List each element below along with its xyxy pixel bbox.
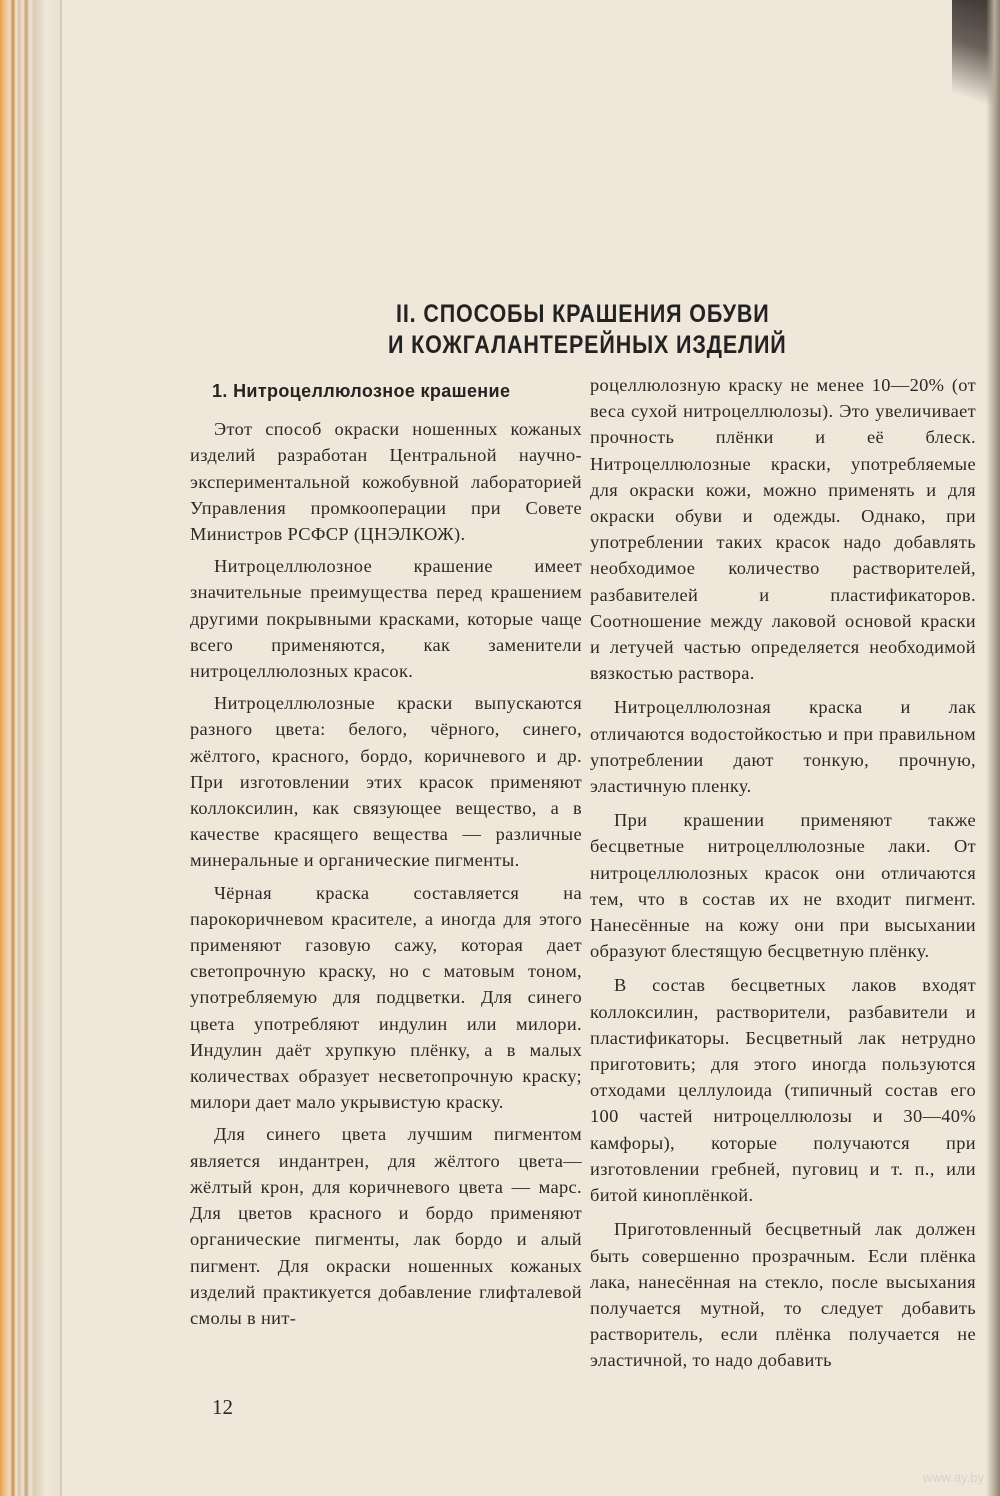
paragraph: роцеллюлозную краску не менее 10—20% (от веса сухой нитроцеллюлозы). Это увеличивает прочность плёнки и её блеск. Нитроцеллюлозные краски, употребляемые для окраски кожи, можно применять и для окраски обуви и одежды. Однако, при употреблении таких красок надо добавлять необходимое количество растворителей, разбавителей и пластификаторов. Соотношение между лаковой основой краски и летучей частью определяется необходимой вязкостью раствора. (590, 375, 976, 684)
paragraph: Нитроцеллюлозное крашение имеет значительные преимущества перед крашением другими покрывными красками, которые чаще всего применяются, как заменители нитроцеллюлозных красок. (190, 556, 582, 682)
paragraph: В состав бесцветных лаков входят коллоксилин, растворители, разбавители и пластификаторы. Бесцветный лак нетрудно приготовить; для этого иногда пользуются отходами целлулоида (типичный состав его 100 частей нитроцеллюлозы и 30—40% камфоры), которые получаются при изготовлении гребней, пуговиц и т. п., или битой кинoплёнкой. (590, 975, 976, 1206)
chapter-heading-line-2: И КОЖГАЛАНТЕРЕЙНЫХ ИЗДЕЛИЙ (388, 331, 787, 359)
page-number: 12 (212, 1395, 233, 1419)
section-title: 1. Нитроцеллюлозное крашение (212, 381, 511, 401)
chapter-heading-line-1: II. СПОСОБЫ КРАШЕНИЯ ОБУВИ (396, 300, 770, 328)
paragraph: При крашении применяют также бесцветные нитроцеллюлозные лаки. От нитроцеллюлозных красок они отличаются тем, что в состав их не входит пигмент. Нанесённые на кожу они при высыхании образуют блестящую бесцветную плёнку. (590, 810, 976, 962)
page-stack-edges (0, 0, 62, 1496)
paragraph: Нитроцеллюлозные краски выпускаются разного цвета: белого, чёрного, синего, жёлтого, красного, бордо, коричневого и др. При изготовлении этих красок применяют коллоксилин, как связующее вещество, а в качестве красящего вещества — различные минеральные и органические пигменты. (190, 693, 582, 871)
paragraph: Приготовленный бесцветный лак должен быть совершенно прозрачным. Если плёнка лака, нанесённая на стекло, после высыхания получается мутной, то следует добавить растворитель, если плёнка получается не эластичной, то надо добавить (590, 1219, 976, 1371)
paragraph: Этот способ окраски ношенных кожаных изделий разработан Центральной научно-экспериментальной кожобувной лабораторией Управления промкооперации при Совете Министров РСФСР (ЦНЭЛКОЖ). (190, 419, 582, 545)
paragraph: Нитроцеллюлозная краска и лак отличаются водостойкостью и при правильном употреблении дают тонкую, прочную, эластичную пленку. (590, 697, 976, 797)
right-column (590, 372, 976, 1382)
paragraph: Чёрная краска составляется на парокоричневом красителе, а иногда для этого применяют газовую сажу, которая дает светопрочную краску, но с матовым тоном, употребляемую для подцветки. Для синего цвета употребляют индулин или милори. Индулин даёт хрупкую плёнку, а в малых количествах образует несветопрочную краску; милори дает мало укрывистую краску. (190, 882, 582, 1113)
paragraph: Для синего цвета лучшим пигментом является индантрен, для жёлтого цвета—жёлтый крон, для коричневого цвета — марс. Для цветов красного и бордо применяют органические пигменты, лак бордо и алый пигмент. Для окраски ношенных кожаных изделий практикуется добавление глифталевой смолы в нит- (190, 1124, 582, 1328)
watermark: www.ay.by (922, 1470, 984, 1485)
left-column (190, 378, 582, 1337)
page-right-edge (986, 0, 1000, 1496)
